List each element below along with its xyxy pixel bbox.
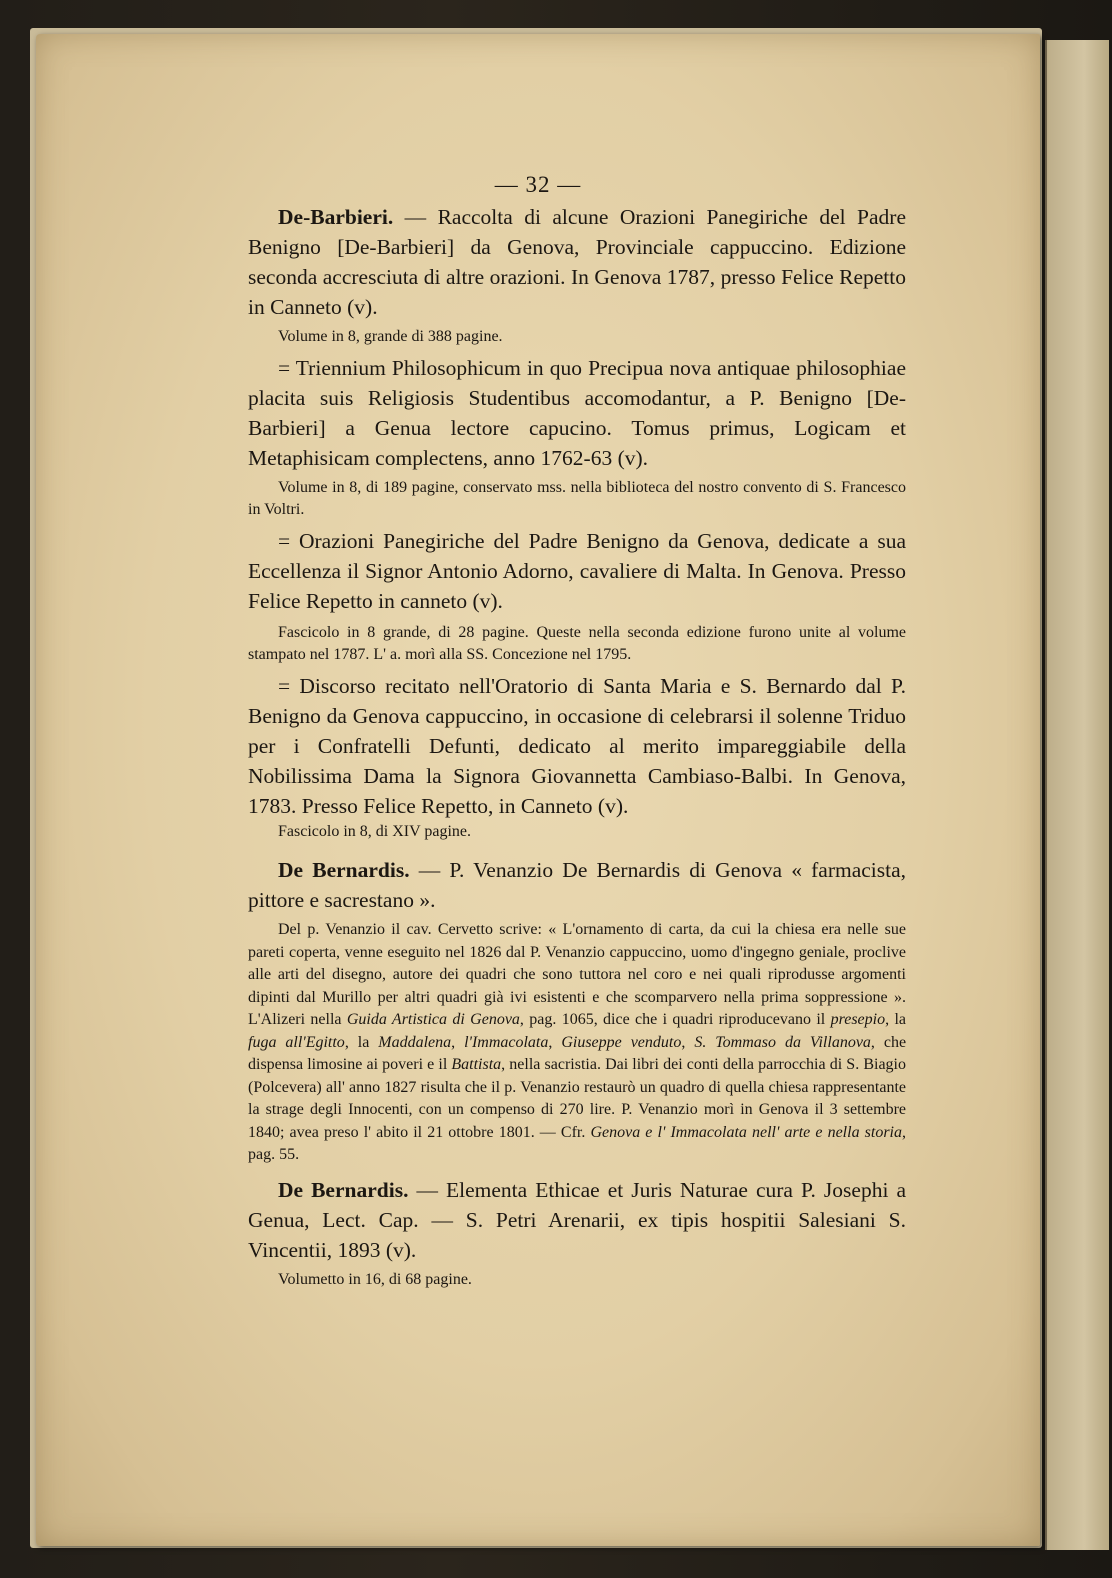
entry-paragraph: = Orazioni Panegiriche del Padre Benigno da Genova, dedicate a sua Eccellenza il Signor Antonio Adorno, cavaliere di Malta. In Genova. Presso Felice Repetto in canneto (v). (248, 528, 906, 613)
note-text: , la (344, 1033, 379, 1051)
entry-paragraph (248, 1175, 906, 1265)
entry-heading: De-Barbieri. (278, 205, 394, 229)
artwork-title: Maddalena (378, 1033, 452, 1051)
bibliographic-note: Volumetto in 16, di 68 pagine. (278, 1270, 472, 1288)
page-text (248, 202, 906, 1291)
book-page (36, 34, 1040, 1546)
bibliographic-note: Volume in 8, grande di 388 pagine. (278, 328, 503, 345)
entry-text: — Raccolta di alcune Orazioni Panegiriche del Padre Benigno [De-Barbieri] da Genova, Provinciale cappuccino. Edizione seconda accresciuta di altre orazioni. In Genova 1787, presso Felice Repetto in Canneto (v). (248, 205, 906, 319)
entry-text: — Elementa Ethicae et Juris Naturae cura P. Josephi a Genua, Lect. Cap. — S. Petri Arenarii, ex tipis hospitii Salesiani S. Vincentii, 1893 (v). (248, 1177, 906, 1262)
bibliographic-note: Fascicolo in 8, di XIV pagine. (278, 822, 472, 840)
note-text: , che dispensa limosine ai poveri e il (248, 1033, 907, 1073)
note-text: , pag. 55. (248, 1123, 907, 1163)
note-text: , nella sacristia. Dai libri dei conti della parrocchia di S. Biagio (Polcevera) all' anno 1827 risulta che il p. Venanzio restaurò un quadro di quella chiesa rappresentante la strage degli Innocenti, con un compenso di 270 lire. P. Venanzio morì in Genova il 3 settembre 1840; avea preso l' abito il 21 ottobre 1801. — Cfr. (248, 1056, 906, 1141)
entry-heading: De Bernardis. (278, 858, 410, 882)
entry-paragraph: = Triennium Philosophicum in quo Precipua nova antiquae philosophiae placita suis Religiosis Studentibus accomodantur, a P. Benigno [De-Barbieri] a Genua lectore capucino. Tomus primus, Logicam et Metaphisicam complectens, anno 1762-63 (v). (248, 355, 906, 470)
artwork-title: fuga all'Egitto (248, 1033, 345, 1051)
note-text: , (548, 1033, 562, 1051)
note-text: , la (885, 1011, 906, 1028)
entry-paragraph: = Discorso recitato nell'Oratorio di Santa Maria e S. Bernardo dal P. Benigno da Genova cappuccino, in occasione di celebrarsi il solenne Triduo per i Confratelli Defunti, dedicato al merito impareggiabile della Nobilissima Dama la Signora Giovannetta Cambiaso-Balbi. In Genova, 1783. Presso Felice Repetto, in Canneto (v). (248, 673, 906, 818)
bibliographic-note (248, 919, 906, 1167)
note-text: , (681, 1033, 695, 1051)
artwork-title: Battista (451, 1056, 502, 1073)
entry-text: — P. Venanzio De Bernardis di Genova « farmacista, pittore e sacrestano ». (248, 858, 907, 912)
note-text: , pag. 1065, dice che i quadri riproducevano il (519, 1011, 831, 1028)
next-page-edge (1045, 40, 1109, 1550)
note-text: , (451, 1033, 465, 1051)
artwork-title: Giuseppe venduto (561, 1033, 682, 1051)
entry-paragraph (248, 855, 906, 915)
bibliographic-note: Fascicolo in 8 grande, di 28 pagine. Queste nella seconda edizione furono unite al volume stampato nel 1787. L' a. morì alla SS. Concezione nel 1795. (248, 623, 906, 663)
note-text: Del p. Venanzio il cav. Cervetto scrive: « L'ornamento di carta, da cui la chiesa era nelle sue pareti coperta, venne eseguito nel 1826 dal P. Venanzio cappuccino, uomo d'ingegno geniale, proclive alle arti del disegno, autore dei quadri che sono tuttora nel coro e nei quali riprodusse argomenti dipinti dal Murillo per altri quadri già ivi esistenti e che scomparvero nella prima soppressione ». L'Alizeri nella (248, 921, 906, 1028)
artwork-title: l'Immacolata (464, 1033, 549, 1051)
entry-paragraph (248, 202, 906, 322)
bibliographic-note: Volume in 8, di 189 pagine, conservato mss. nella biblioteca del nostro convento di S. Francesco in Voltri. (248, 478, 906, 518)
page-number: — 32 — (494, 172, 582, 197)
artwork-title: presepio (830, 1011, 886, 1028)
entry-heading: De Bernardis. (278, 1177, 409, 1202)
artwork-title: S. Tommaso da Villanova (694, 1033, 871, 1051)
cited-title: Genova e l' Immacolata nell' arte e nella storia (590, 1123, 903, 1141)
cited-title: Guida Artistica di Genova (346, 1011, 520, 1028)
